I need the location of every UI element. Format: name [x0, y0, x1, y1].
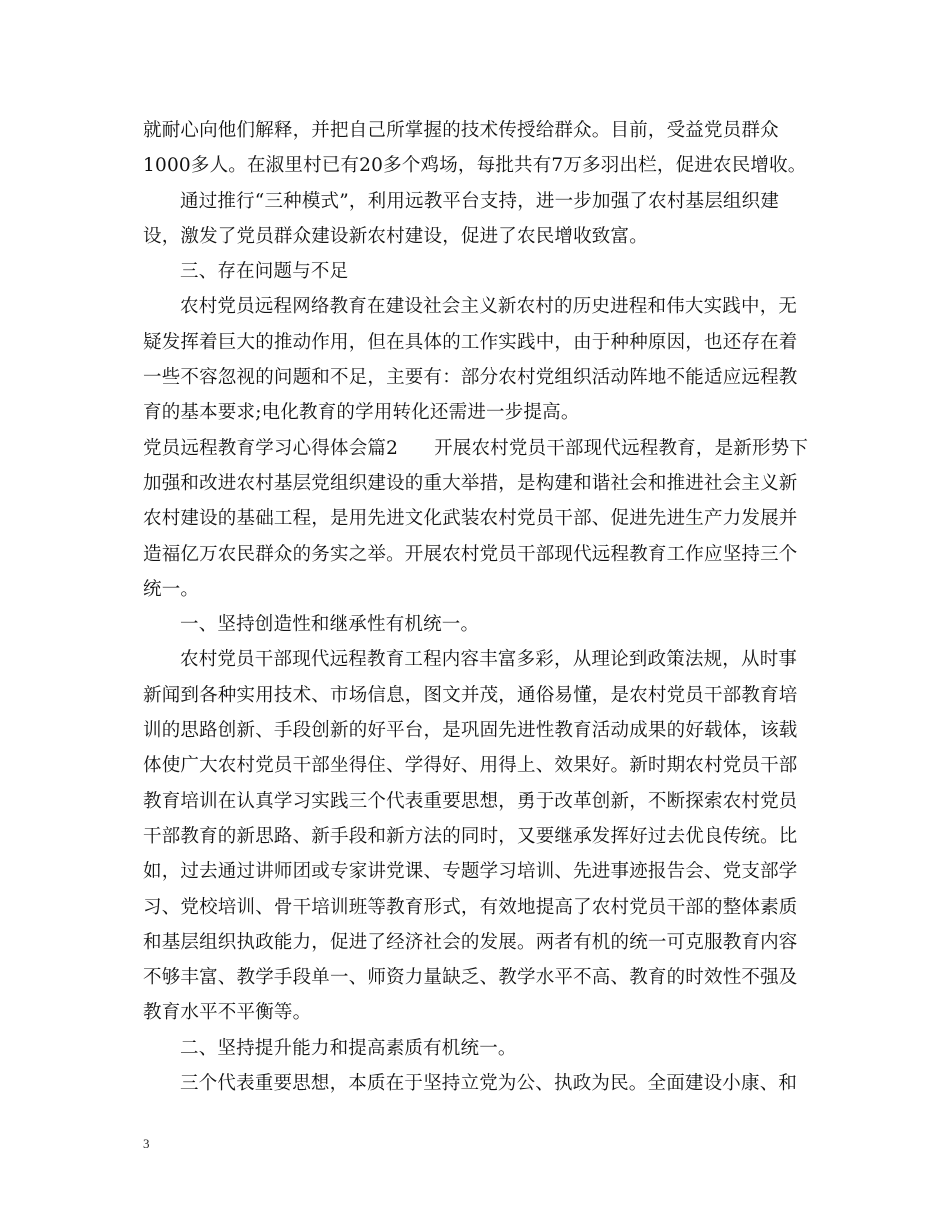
line-text: 体使广大农村党员干部坐得住、学得好、用得上、效果好。新时期农村党员干部	[143, 755, 798, 777]
line-text: 造福亿万农民群众的务实之举。开展农村党员干部现代远程教育工作应坚持三个	[143, 543, 798, 565]
line-text: 新闻到各种实用技术、市场信息，图文并茂，通俗易懂，是农村党员干部教育培	[143, 684, 798, 706]
line-text-continuation: 开展农村党员干部现代远程教育，是新形势下	[434, 437, 809, 459]
line-text: 1000多人。在淑里村已有20多个鸡场，每批共有7万多羽出栏，促进农民增收。	[143, 155, 807, 177]
text-line	[143, 254, 828, 289]
text-line	[143, 466, 828, 501]
line-text: 教育培训在认真学习实践三个代表重要思想，勇于改革创新，不断探索农村党员	[143, 790, 798, 812]
text-line	[143, 325, 828, 360]
line-text: 育的基本要求;电化教育的学用转化还需进一步提高。	[143, 402, 580, 424]
text-line	[143, 431, 828, 466]
text-line	[143, 713, 828, 748]
line-text: 农村党员远程网络教育在建设社会主义新农村的历史进程和伟大实践中，无	[180, 296, 798, 318]
text-line	[143, 537, 828, 572]
text-line	[143, 819, 828, 854]
text-line	[143, 395, 828, 430]
line-text: 设，激发了党员群众建设新农村建设，促进了农民增收致富。	[143, 225, 648, 247]
line-text: 一些不容忽视的问题和不足，主要有：部分农村党组织活动阵地不能适应远程教	[143, 367, 798, 389]
text-line	[143, 572, 828, 607]
text-line	[143, 607, 828, 642]
line-text: 农村建设的基础工程，是用先进文化武装农村党员干部、促进先进生产力发展并	[143, 508, 798, 530]
line-text: 就耐心向他们解释，并把自己所掌握的技术传授给群众。目前，受益党员群众	[143, 120, 779, 141]
text-line	[143, 148, 828, 183]
line-text: 通过推行“三种模式”，利用远教平台支持，进一步加强了农村基层组织建	[180, 190, 780, 212]
text-line	[143, 113, 828, 148]
line-text: 农村党员干部现代远程教育工程内容丰富多彩，从理论到政策法规，从时事	[180, 649, 798, 671]
line-text: 习、党校培训、骨干培训班等教育形式，有效地提高了农村党员干部的整体素质	[143, 896, 798, 918]
text-line	[143, 890, 828, 925]
text-line	[143, 960, 828, 995]
line-text: 三、存在问题与不足	[180, 261, 349, 283]
text-line	[143, 184, 828, 219]
line-text: 加强和改进农村基层党组织建设的重大举措，是构建和谐社会和推进社会主义新	[143, 472, 798, 494]
text-line	[143, 501, 828, 536]
line-text: 一、坚持创造性和继承性有机统一。	[180, 614, 480, 636]
line-text: 不够丰富、教学手段单一、师资力量缺乏、教学水平不高、教育的时效性不强及	[143, 967, 798, 989]
text-line	[143, 289, 828, 324]
document-body	[143, 113, 828, 1101]
text-line	[143, 784, 828, 819]
text-line	[143, 360, 828, 395]
line-text: 教育水平不平衡等。	[143, 1002, 312, 1024]
text-line	[143, 642, 828, 677]
text-line	[143, 678, 828, 713]
text-line	[143, 1066, 828, 1101]
text-line	[143, 925, 828, 960]
text-line	[143, 854, 828, 889]
line-text: 二、坚持提升能力和提高素质有机统一。	[180, 1037, 517, 1059]
line-text: 干部教育的新思路、新手段和新方法的同时，又要继承发挥好过去优良传统。比	[143, 825, 798, 847]
text-line	[143, 748, 828, 783]
text-line	[143, 995, 828, 1030]
line-text: 党员远程教育学习心得体会篇2	[143, 437, 399, 459]
text-line	[143, 219, 828, 254]
line-text: 疑发挥着巨大的推动作用，但在具体的工作实践中，由于种种原因，也还存在着	[143, 331, 798, 353]
line-text: 训的思路创新、手段创新的好平台，是巩固先进性教育活动成果的好载体，该载	[143, 720, 798, 742]
page-number: 3	[143, 1136, 150, 1151]
line-text: 和基层组织执政能力，促进了经济社会的发展。两者有机的统一可克服教育内容	[143, 931, 798, 953]
line-text: 统一。	[143, 578, 200, 600]
line-text: 三个代表重要思想，本质在于坚持立党为公、执政为民。全面建设小康、和	[180, 1073, 798, 1095]
line-text: 如，过去通过讲师团或专家讲党课、专题学习培训、先进事迹报告会、党支部学	[143, 861, 798, 883]
text-line	[143, 1031, 828, 1066]
